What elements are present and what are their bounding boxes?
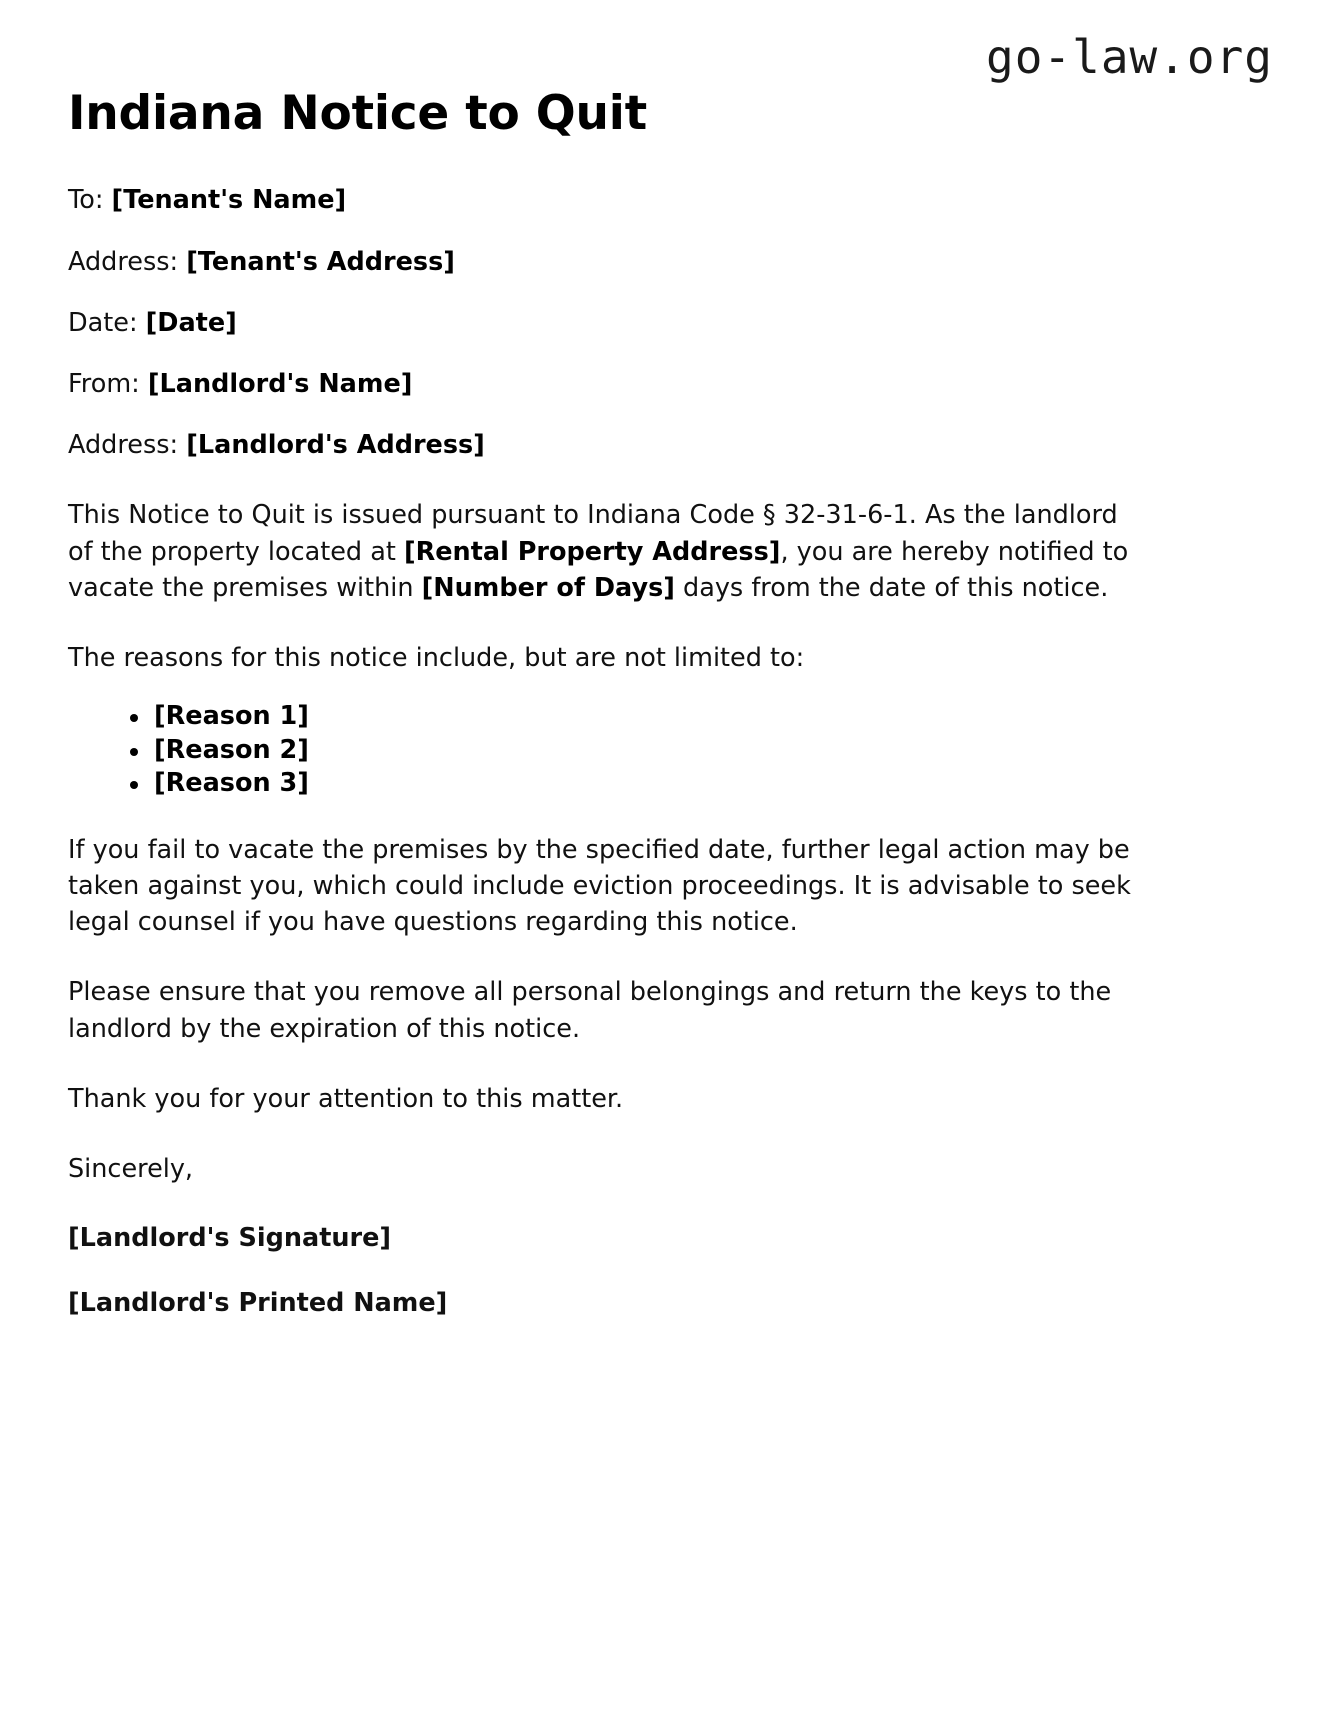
reasons-intro: The reasons for this notice include, but are not limited to:	[68, 643, 805, 673]
closing-block	[68, 1151, 1150, 1187]
list-item: [Reason 1]	[130, 702, 1150, 731]
field-value: [Date]	[145, 307, 237, 338]
reasons-intro-block	[68, 640, 1150, 676]
belongings-paragraph: Please ensure that you remove all personal belongings and return the keys to the landlord by the expiration of this notice.	[68, 977, 1112, 1044]
landlord-signature-line: [Landlord's Signature]	[68, 1223, 392, 1254]
list-item: [Reason 2]	[130, 736, 1150, 765]
field-date	[68, 306, 1150, 341]
intro-text-part-2: , you are hereby notified to vacate the premises within	[68, 536, 1129, 603]
header-fields	[68, 183, 1150, 463]
field-value: [Landlord's Name]	[147, 369, 413, 400]
rental-property-placeholder: [Rental Property Address]	[403, 536, 781, 567]
field-label: Address:	[68, 430, 187, 461]
field-value: [Landlord's Address]	[186, 430, 485, 461]
field-value: [Tenant's Address]	[186, 246, 455, 277]
number-of-days-placeholder: [Number of Days]	[421, 572, 675, 603]
intro-text-part-3: days from the date of this notice.	[674, 572, 1109, 603]
closing-salutation: Sincerely,	[68, 1154, 194, 1185]
belongings-paragraph-block	[68, 974, 1150, 1046]
field-label: To:	[68, 185, 112, 216]
reasons-list	[68, 702, 1150, 798]
intro-text-part-1: This Notice to Quit is issued pursuant to Indiana Code § 32-31-6-1. As the landlord of the property located at	[68, 500, 1118, 567]
site-brand-watermark: go-law.org	[986, 30, 1273, 84]
thanks-paragraph: Thank you for your attention to this matter.	[68, 1083, 624, 1114]
list-item: [Reason 3]	[130, 769, 1150, 798]
field-tenant-address	[68, 245, 1150, 280]
warning-paragraph: If you fail to vacate the premises by the specified date, further legal action may be taken against you, which could include eviction proceedings. It is advisable to seek legal counsel if you have questions regarding this notice.	[68, 834, 1131, 938]
thanks-paragraph-block	[68, 1081, 1150, 1117]
field-label: From:	[68, 369, 148, 400]
field-label: Address:	[68, 246, 187, 277]
field-label: Date:	[68, 307, 146, 338]
document-content	[68, 0, 1150, 1322]
field-landlord-name	[68, 367, 1150, 402]
intro-paragraph-block	[68, 497, 1150, 606]
warning-paragraph-block	[68, 832, 1150, 941]
field-tenant-name	[68, 183, 1150, 218]
field-value: [Tenant's Name]	[111, 185, 347, 216]
landlord-printed-name-line: [Landlord's Printed Name]	[68, 1288, 448, 1319]
signature-block	[68, 1221, 1150, 1321]
intro-paragraph	[68, 497, 1150, 606]
field-landlord-address	[68, 428, 1150, 463]
page-title: Indiana Notice to Quit	[68, 86, 647, 141]
